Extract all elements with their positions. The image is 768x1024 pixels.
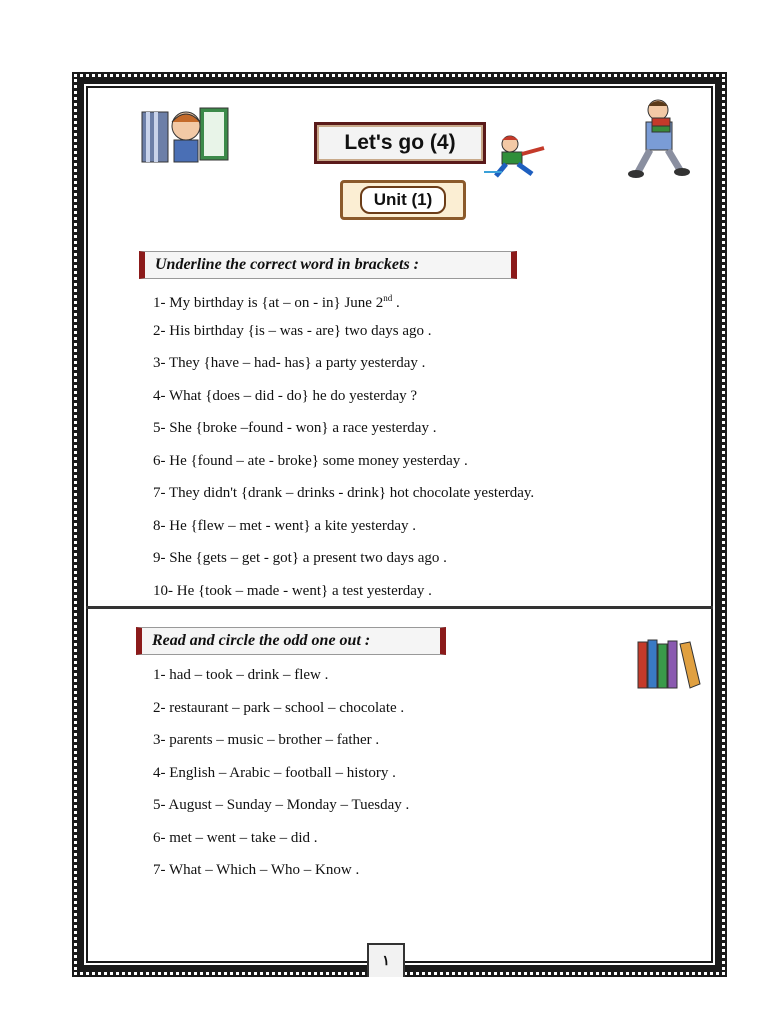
list-item: 4- English – Arabic – football – history . (153, 764, 396, 781)
list-item: 5- August – Sunday – Monday – Tuesday . (153, 797, 410, 813)
list-item: 6- He {found – ate - broke} some money yesterday . (153, 452, 468, 469)
list-item: 9- She {gets – get - got} a present two days ago . (153, 550, 447, 566)
stack-of-books-icon (636, 638, 702, 692)
list-item: 7- What – Which – Who – Know . (153, 862, 360, 878)
section1-list (153, 288, 534, 613)
list-item: 8- He {flew – met - went} a kite yesterday . (153, 517, 417, 534)
list-item: 7- They didn't {drank – drinks - drink} hot chocolate yesterday. (153, 485, 535, 501)
list-item: 1- had – took – drink – flew . (153, 667, 329, 683)
unit-label: Unit (1) (360, 186, 447, 214)
list-item: 6- met – went – take – did . (153, 829, 318, 846)
list-item: 3- parents – music – brother – father . (153, 732, 380, 748)
list-item: 3- They {have – had- has} a party yesterday . (153, 355, 426, 371)
list-item: 4- What {does – did - do} he do yesterday ? (153, 387, 418, 404)
section2-heading: Read and circle the odd one out : (136, 627, 446, 655)
section-divider (86, 606, 713, 609)
boy-carrying-books-icon (622, 96, 692, 182)
list-item: 2- His birthday {is – was - are} two days ago . (153, 322, 432, 339)
worksheet-title: Let's go (4) (314, 122, 486, 164)
list-item: 1- My birthday is {at – on - in} June 2nd . (153, 293, 400, 311)
page-number: ١ (367, 943, 405, 977)
section1-heading: Underline the correct word in brackets : (139, 251, 517, 279)
list-item: 2- restaurant – park – school – chocolate . (153, 699, 405, 716)
boy-reading-book-icon (140, 104, 232, 166)
running-kid-icon (484, 132, 550, 180)
unit-label-box (340, 180, 466, 220)
section2-list (153, 665, 409, 893)
list-item: 10- He {took – made - went} a test yesterday . (153, 582, 432, 599)
list-item: 5- She {broke –found - won} a race yesterday . (153, 420, 437, 436)
